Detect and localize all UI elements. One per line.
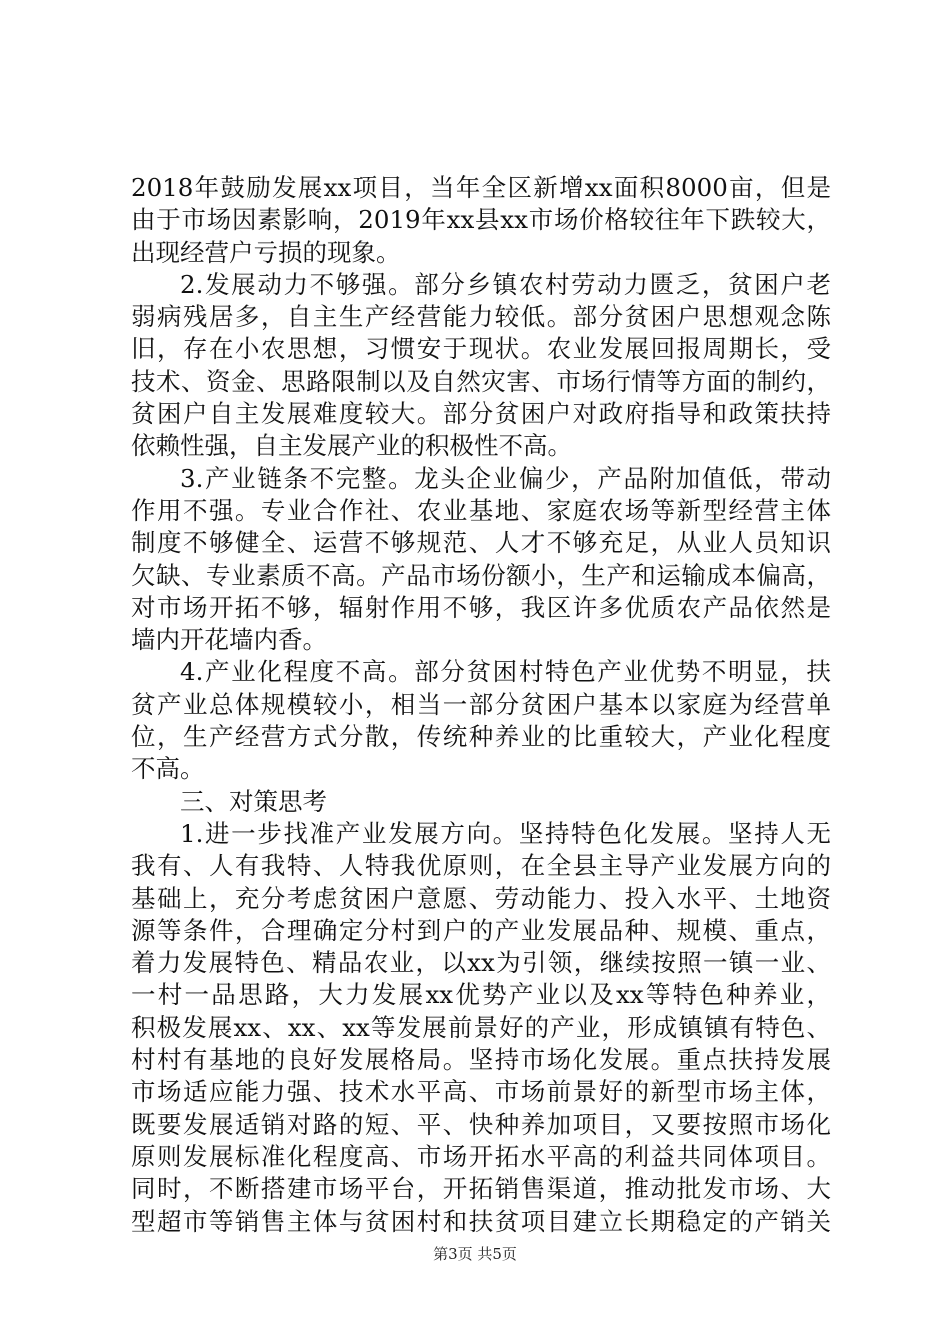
text-line: 着力发展特色、精品农业，以xx为引领，继续按照一镇一业、 — [131, 948, 831, 978]
text-line: 弱病残居多，自主生产经营能力较低。部分贫困户思想观念陈 — [131, 302, 831, 332]
text-line: 同时，不断搭建市场平台，开拓销售渠道，推动批发市场、大 — [131, 1174, 831, 1204]
text-line: 2018年鼓励发展xx项目，当年全区新增xx面积8000亩，但是 — [131, 173, 831, 202]
text-line: 制度不够健全、运营不够规范、人才不够充足，从业人员知识 — [131, 528, 831, 558]
text-line: 墙内开花墙内香。 — [131, 625, 327, 655]
text-line: 4.产业化程度不高。部分贫困村特色产业优势不明显，扶 — [180, 657, 831, 687]
text-line: 贫产业总体规模较小，相当一部分贫困户基本以家庭为经营单 — [131, 689, 831, 719]
text-line: 我有、人有我特、人特我优原则，在全县主导产业发展方向的 — [131, 851, 831, 881]
text-line: 依赖性强，自主发展产业的积极性不高。 — [131, 431, 572, 461]
text-line: 原则发展标准化程度高、市场开拓水平高的利益共同体项目。 — [131, 1141, 831, 1171]
text-line: 欠缺、专业素质不高。产品市场份额小，生产和运输成本偏高， — [131, 560, 831, 590]
document-body — [131, 172, 831, 1238]
text-line: 技术、资金、思路限制以及自然灾害、市场行情等方面的制约， — [131, 366, 831, 396]
text-line: 旧，存在小农思想，习惯安于现状。农业发展回报周期长，受 — [131, 334, 831, 364]
text-line: 既要发展适销对路的短、平、快种养加项目，又要按照市场化 — [131, 1109, 831, 1139]
text-line: 基础上，充分考虑贫困户意愿、劳动能力、投入水平、土地资 — [131, 883, 831, 913]
text-line: 位，生产经营方式分散，传统种养业的比重较大，产业化程度 — [131, 722, 831, 752]
text-line: 一村一品思路，大力发展xx优势产业以及xx等特色种养业， — [131, 980, 831, 1010]
text-line: 村村有基地的良好发展格局。坚持市场化发展。重点扶持发展 — [131, 1045, 831, 1075]
text-line: 3.产业链条不完整。龙头企业偏少，产品附加值低，带动 — [180, 463, 831, 493]
page-footer: 第3页 共5页 — [433, 1245, 517, 1263]
text-line: 由于市场因素影响，2019年xx县xx市场价格较往年下跌较大， — [131, 205, 831, 235]
text-line: 2.发展动力不够强。部分乡镇农村劳动力匮乏，贫困户老 — [180, 269, 831, 299]
text-line: 作用不强。专业合作社、农业基地、家庭农场等新型经营主体 — [131, 495, 831, 525]
text-line: 1.进一步找准产业发展方向。坚持特色化发展。坚持人无 — [180, 818, 831, 848]
text-line: 三、对策思考 — [180, 786, 327, 816]
text-line: 贫困户自主发展难度较大。部分贫困户对政府指导和政策扶持 — [131, 399, 831, 429]
text-line: 市场适应能力强、技术水平高、市场前景好的新型市场主体， — [131, 1077, 831, 1107]
text-line: 不高。 — [131, 754, 205, 784]
text-line: 积极发展xx、xx、xx等发展前景好的产业，形成镇镇有特色、 — [131, 1012, 831, 1042]
text-line: 对市场开拓不够，辐射作用不够，我区许多优质农产品依然是 — [131, 592, 831, 622]
text-line: 型超市等销售主体与贫困村和扶贫项目建立长期稳定的产销关 — [131, 1206, 831, 1236]
text-line: 出现经营户亏损的现象。 — [131, 237, 401, 267]
text-line: 源等条件，合理确定分村到户的产业发展品种、规模、重点， — [131, 915, 831, 945]
